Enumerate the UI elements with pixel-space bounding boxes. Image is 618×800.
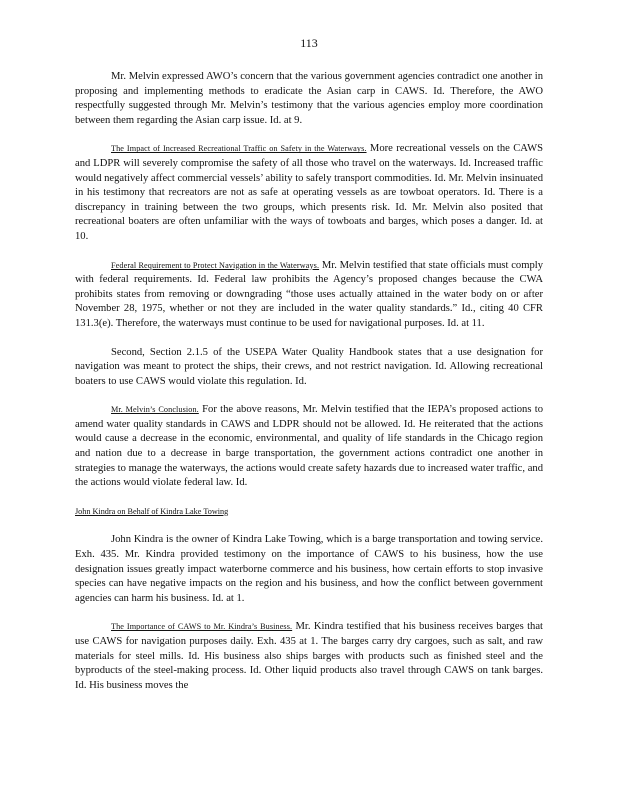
paragraph-recreational-traffic xyxy=(75,142,543,244)
paragraph-usepa-handbook: Second, Section 2.1.5 of the USEPA Water Quality Handbook states that a use designation for navigation was meant to protect the ships, their crews, and not restrict navigation. Id. Allowing recreational boaters to use CAWS would violate this regulation. Id. xyxy=(75,346,543,387)
subheading-melvin-conclusion: Mr. Melvin’s Conclusion. xyxy=(111,405,199,415)
paragraph-kindra-intro: John Kindra is the owner of Kindra Lake Towing, which is a barge transportation and towing service. Exh. 435. Mr. Kindra provided testimony on the importance of CAWS to his business, how the use designation issues greatly impact waterborne commerce and his business, how certain efforts to stop invasive species can have negative impacts on the region and his business, and how the conflict between government agencies can harm his business. Id. at 1. xyxy=(75,534,543,604)
paragraph-text: Mr. Kindra testified that his business receives barges that use CAWS for navigation purposes daily. Exh. 435 at 1. The barges carry dry cargoes, such as salt, and raw materials for steel mills. Id. His business also ships barges with products such as finished steel and the byproducts of the steel-making process. Id. Other liquid products also travel through CAWS on tank barges. Id. His business moves the xyxy=(75,621,543,691)
paragraph-awo-concern: Mr. Melvin expressed AWO’s concern that the various government agencies contradict one another in proposing and implementing methods to eradicate the Asian carp in CAWS. Id. Therefore, the AWO respectfully suggested through Mr. Melvin’s testimony that the various agencies employ more coordination between them regarding the Asian carp issue. Id. at 9. xyxy=(75,71,543,126)
paragraph-caws-importance xyxy=(75,620,543,693)
paragraph-text: More recreational vessels on the CAWS and LDPR will severely compromise the safety of all those who travel on the waterways. Id. Increased traffic would negatively affect commercial vessels’ ability to safely transport commodities. Id. Mr. Melvin insinuated in his testimony that recreators are not as safe at operating vessels as are towboat operators. Id. There is a discrepancy in training between the two groups, which presents risk. Id. Mr. Melvin also posited that recreational boaters are often unfamiliar with the ways of towboats and barges, which poses a danger. Id. at 10. xyxy=(75,143,543,242)
section-heading-john-kindra: John Kindra on Behalf of Kindra Lake Towing xyxy=(75,506,229,516)
paragraph-melvin-conclusion xyxy=(75,403,543,491)
subheading-caws-importance: The Importance of CAWS to Mr. Kindra’s Business. xyxy=(111,622,293,632)
document-body xyxy=(75,70,543,707)
page-number: 113 xyxy=(300,36,318,50)
subheading-federal-requirement: Federal Requirement to Protect Navigation in the Waterways. xyxy=(111,260,320,270)
paragraph-federal-requirement xyxy=(75,259,543,332)
paragraph-text: For the above reasons, Mr. Melvin testified that the IEPA’s proposed actions to amend water quality standards in CAWS and LDPR should not be allowed. Id. He reiterated that the actions would cause a decrease in the economic, environmental, and quality of life standards in the Chicago region and nation due to a decrease in barge transportation, the government actions contradict one another in strategies to manage the waterways, the actions would create safety hazards due to increased water traffic, and the actions would violate federal law. Id. xyxy=(75,404,543,489)
subheading-recreational-traffic: The Impact of Increased Recreational Traffic on Safety in the Waterways. xyxy=(111,144,367,154)
paragraph-text: Mr. Melvin testified that state officials must comply with federal requirements. Id. Federal law prohibits the Agency’s proposed changes because the CWA prohibits states from removing or downgrading “those uses actually attained in the water body on or after November 28, 1975, whether or not they are included in the water quality standards.” Id., citing 40 CFR 131.3(e). Therefore, the waterways must continue to be used for navigational purposes. Id. at 11. xyxy=(75,259,543,329)
